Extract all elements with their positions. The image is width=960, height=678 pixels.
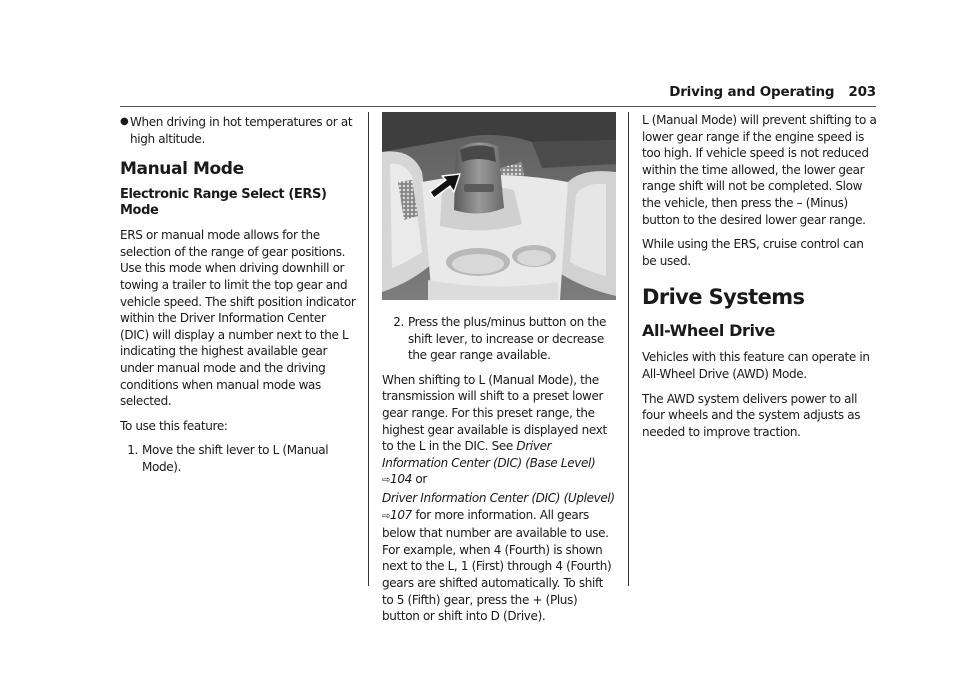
step-number: 1. — [127, 443, 138, 458]
step-2 — [382, 314, 616, 364]
step-text: Move the shift lever to L (Manual Mode). — [142, 443, 329, 474]
paragraph-shifting — [382, 372, 616, 625]
column-divider-1 — [368, 112, 369, 586]
bullet-text: When driving in hot temperatures or at high altitude. — [130, 115, 353, 146]
xref-page-base[interactable]: 104 — [390, 472, 412, 487]
paragraph-awd-2: The AWD system delivers power to all four wheels and the system adjusts as needed to improve traction. — [642, 391, 861, 439]
step-text: Press the plus/minus button on the shift lever, to increase or decrease the gear range available. — [408, 315, 607, 363]
paragraph-manual-prevent: L (Manual Mode) will prevent shifting to a lower gear range if the engine speed is too high. If vehicle speed is not reduced within the time allowed, the lower gear range shift will not be completed. Slow the vehicle, then press the – (Minus) button to the desired lower gear range. — [642, 113, 877, 227]
paragraph-shifting-tail: for more information. All gears below that number are available to use. For example, when 4 (Fourth) is shown next to the L, 1 (First) through 4 (Fourth) gears are shifted automatically. To shift to 5 (Fifth) gear, press the + (Plus) button or shift into D (Drive). — [382, 507, 612, 624]
heading-drive-systems: Drive Systems — [642, 285, 805, 310]
xref-dic-base[interactable]: Driver Information Center (DIC) (Base Level) — [382, 439, 596, 470]
heading-manual-mode: Manual Mode — [120, 159, 244, 180]
column-3 — [642, 112, 878, 448]
paragraph-use-feature: To use this feature: — [120, 418, 228, 433]
header-rule — [120, 106, 876, 107]
heading-all-wheel-drive: All-Wheel Drive — [642, 321, 776, 341]
paragraph-shifting-lead: When shifting to L (Manual Mode), the transmission will shift to a preset lower gear range. For this preset range, the highest gear available is displayed next to the L in the DIC. See — [382, 372, 607, 454]
column-divider-2 — [628, 112, 629, 586]
page-header — [640, 84, 876, 100]
xref-page-uplevel[interactable]: 107 — [390, 507, 412, 522]
paragraph-awd-1: Vehicles with this feature can operate in All-Wheel Drive (AWD) Mode. — [642, 350, 870, 381]
paragraph-ers: ERS or manual mode allows for the selection of the range of gear positions. Use this mode when driving downhill or towing a trailer to limit the top gear and vehicle speed. The shift position indicator within the Driver Information Center (DIC) will display a number next to the L indicating the highest available gear under manual mode and the driving conditions when manual mode was selected. — [120, 228, 356, 409]
xref-arrow-icon: ⇨ — [382, 475, 391, 487]
column-2 — [382, 112, 616, 633]
step-1 — [120, 442, 356, 475]
page-number: 203 — [848, 84, 876, 100]
or-word: or — [415, 472, 427, 487]
bullet-item — [120, 114, 356, 147]
shift-lever-illustration — [382, 112, 616, 300]
xref-arrow-icon: ⇨ — [382, 510, 391, 522]
paragraph-cruise: While using the ERS, cruise control can be used. — [642, 237, 864, 268]
section-title: Driving and Operating — [669, 84, 835, 100]
column-1 — [120, 112, 356, 484]
step-number: 2. — [393, 315, 404, 329]
xref-dic-uplevel[interactable]: Driver Information Center (DIC) (Uplevel) — [382, 490, 615, 505]
heading-ers-mode: Electronic Range Select (ERS) Mode — [120, 187, 327, 219]
bullet-dot-icon: ● — [120, 116, 129, 127]
